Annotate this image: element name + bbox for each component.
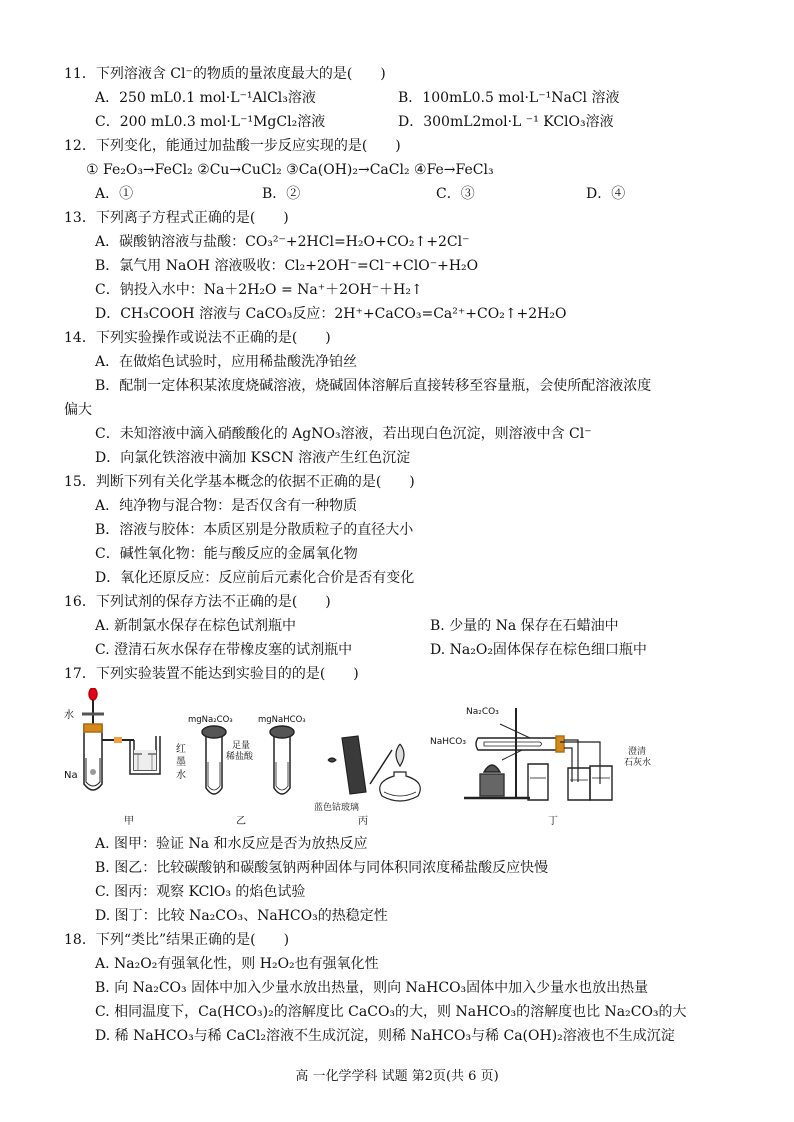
q17-option-a: A. 图甲：验证 Na 和水反应是否为放热反应 [95, 836, 368, 852]
red-ink-char-1: 红 [176, 744, 186, 755]
figure-jia [82, 688, 160, 790]
acid-label-line-1: 足量 [232, 741, 251, 751]
large-test-tube [84, 724, 102, 790]
q12-stem: 12．下列变化，能通过加盐酸一步反应实现的是( ) [64, 138, 401, 154]
limewater-line-2: 石灰水 [624, 758, 652, 768]
dropper-bulb-icon [89, 688, 97, 700]
figure-bing [328, 736, 420, 801]
q13-stem: 13．下列离子方程式正确的是( ) [64, 210, 289, 226]
bing-glass-label: 蓝色钴玻璃 [314, 803, 360, 813]
beaker-right [590, 766, 612, 800]
rubber-stopper [84, 724, 102, 732]
q17-option-c: C. 图丙：观察 KClO₃ 的焰色试验 [95, 884, 306, 900]
q16-option-b: B. 少量的 Na 保存在石蜡油中 [430, 618, 619, 634]
q12-option-d: D．④ [586, 186, 626, 202]
q18-stem: 18．下列“类比”结果正确的是( ) [64, 932, 290, 948]
q17-option-d: D. 图丁：比较 Na₂CO₃、NaHCO₃的热稳定性 [95, 908, 388, 924]
cobalt-glass-plate [342, 736, 366, 794]
q18-option-a: A. Na₂O₂有强氧化性，则 H₂O₂也有强氧化性 [95, 956, 379, 972]
ding-caption: 丁 [548, 816, 558, 827]
beaker-left [528, 764, 548, 800]
q17-apparatus-figure [60, 688, 740, 830]
q15-option-b: B．溶液与胶体：本质区别是分散质粒子的直径大小 [95, 522, 414, 538]
q18-option-b: B. 向 Na₂CO₃ 固体中加入少量水放出热量，则向 NaHCO₃固体中加入少量水也放出热量 [95, 980, 649, 996]
q14-option-c: C．未知溶液中滴入硝酸酸化的 AgNO₃溶液，若出现白色沉淀，则溶液中含 Cl⁻ [95, 426, 592, 442]
jia-water-label: 水 [64, 710, 74, 721]
yi-acid-label [226, 740, 254, 762]
q13-option-b: B．氯气用 NaOH 溶液吸收：Cl₂+2OH⁻=Cl⁻+ClO⁻+H₂O [95, 258, 479, 274]
q16-stem: 16．下列试剂的保存方法不正确的是( ) [64, 594, 331, 610]
ding-limewater-label [624, 745, 651, 768]
q13-option-d: D．CH₃COOH 溶液与 CaCO₃反应：2H⁺+CaCO₃=Ca²⁺+CO₂↑+2H₂O [95, 306, 567, 322]
q17-option-b: B. 图乙：比较碳酸钠和碳酸氢钠两种固体与同体积同浓度稀盐酸反应快慢 [95, 860, 549, 876]
eye-icon [328, 758, 336, 762]
jia-caption: 甲 [124, 816, 134, 827]
yi-label-na2co3: mgNa₂CO₃ [188, 715, 233, 725]
q15-option-a: A．纯净物与混合物：是否仅含有一种物质 [95, 498, 358, 514]
q11-option-a: A．250 mL0.1 mol·L⁻¹AlCl₃溶液 [95, 90, 316, 106]
q18-option-c: C. 相同温度下，Ca(HCO₃)₂的溶解度比 CaCO₃的大，则 NaHCO₃的溶解度也比 Na₂CO₃的大 [95, 1004, 687, 1020]
jia-red-ink-label [176, 743, 189, 781]
q15-option-c: C．碱性氧化物：能与酸反应的金属氧化物 [95, 546, 358, 562]
q16-option-c: C. 澄清石灰水保存在带橡皮塞的试剂瓶中 [95, 642, 353, 658]
q12-conversions: ① Fe₂O₃→FeCl₂ ②Cu→CuCl₂ ③Ca(OH)₂→CaCl₂ ④Fe→FeCl₃ [86, 162, 494, 178]
q12-option-b: B．② [262, 186, 301, 202]
acid-label-line-2: 稀盐酸 [226, 752, 254, 762]
q14-stem: 14．下列实验操作或说法不正确的是( ) [64, 330, 331, 346]
q14-option-a: A．在做焰色试验时，应用稀盐酸洗净铂丝 [95, 354, 358, 370]
q14-option-d: D．向氯化铁溶液中滴加 KSCN 溶液产生红色沉淀 [95, 450, 411, 466]
alcohol-lamp [380, 772, 421, 801]
q13-option-c: C．钠投入水中：Na＋2H₂O = Na⁺＋2OH⁻＋H₂↑ [95, 282, 423, 298]
q18-option-d: D. 稀 NaHCO₃与稀 CaCl₂溶液不生成沉淀，则稀 NaHCO₃与稀 Ca(OH)₂溶液也不生成沉淀 [95, 1028, 675, 1044]
beaker-middle [568, 768, 590, 800]
red-ink-char-3: 水 [176, 770, 186, 781]
limewater-line-1: 澄清 [628, 747, 647, 757]
figure-ding [464, 708, 612, 800]
q17-stem: 17．下列实验装置不能达到实验目的的是( ) [64, 666, 359, 682]
jia-na-label: Na [64, 770, 78, 781]
q16-option-a: A. 新制氯水保存在棕色试剂瓶中 [95, 618, 297, 634]
q14-option-b-continued: 偏大 [64, 402, 92, 418]
q12-option-a: A．① [95, 186, 134, 202]
q11-option-c: C．200 mL0.3 mol·L⁻¹MgCl₂溶液 [95, 114, 326, 130]
yi-caption: 乙 [236, 816, 246, 827]
q15-stem: 15．判断下列有关化学基本概念的依据不正确的是( ) [64, 474, 415, 490]
q11-stem: 11．下列溶液含 Cl⁻的物质的量浓度最大的是( ) [64, 66, 386, 82]
flame-icon [396, 744, 404, 766]
ding-nahco3-label: NaHCO₃ [430, 737, 466, 747]
red-ink-char-2: 墨 [176, 757, 186, 768]
q15-option-d: D．氧化还原反应：反应前后元素化合价是否有变化 [95, 570, 415, 586]
bing-caption: 丙 [358, 816, 368, 827]
q12-option-c: C．③ [436, 186, 475, 202]
alcohol-lamp-ding [480, 774, 504, 796]
q11-option-d: D．300mL2mol·L ⁻¹ KClO₃溶液 [398, 114, 614, 130]
page-footer: 高 一化学学科 试题 第2页(共 6 页) [295, 1069, 499, 1084]
q14-option-b: B．配制一定体积某浓度烧碱溶液，烧碱固体溶解后直接转移至容量瓶，会使所配溶液浓度 [95, 378, 652, 394]
q11-option-b: B．100mL0.5 mol·L⁻¹NaCl 溶液 [398, 90, 620, 106]
q13-option-a: A．碳酸钠溶液与盐酸：CO₃²⁻+2HCl=H₂O+CO₂↑+2Cl⁻ [95, 234, 470, 250]
ding-na2co3-label: Na₂CO₃ [466, 707, 499, 717]
q16-option-d: D. Na₂O₂固体保存在棕色细口瓶中 [430, 642, 647, 658]
yi-label-nahco3: mgNaHCO₃ [258, 715, 306, 725]
